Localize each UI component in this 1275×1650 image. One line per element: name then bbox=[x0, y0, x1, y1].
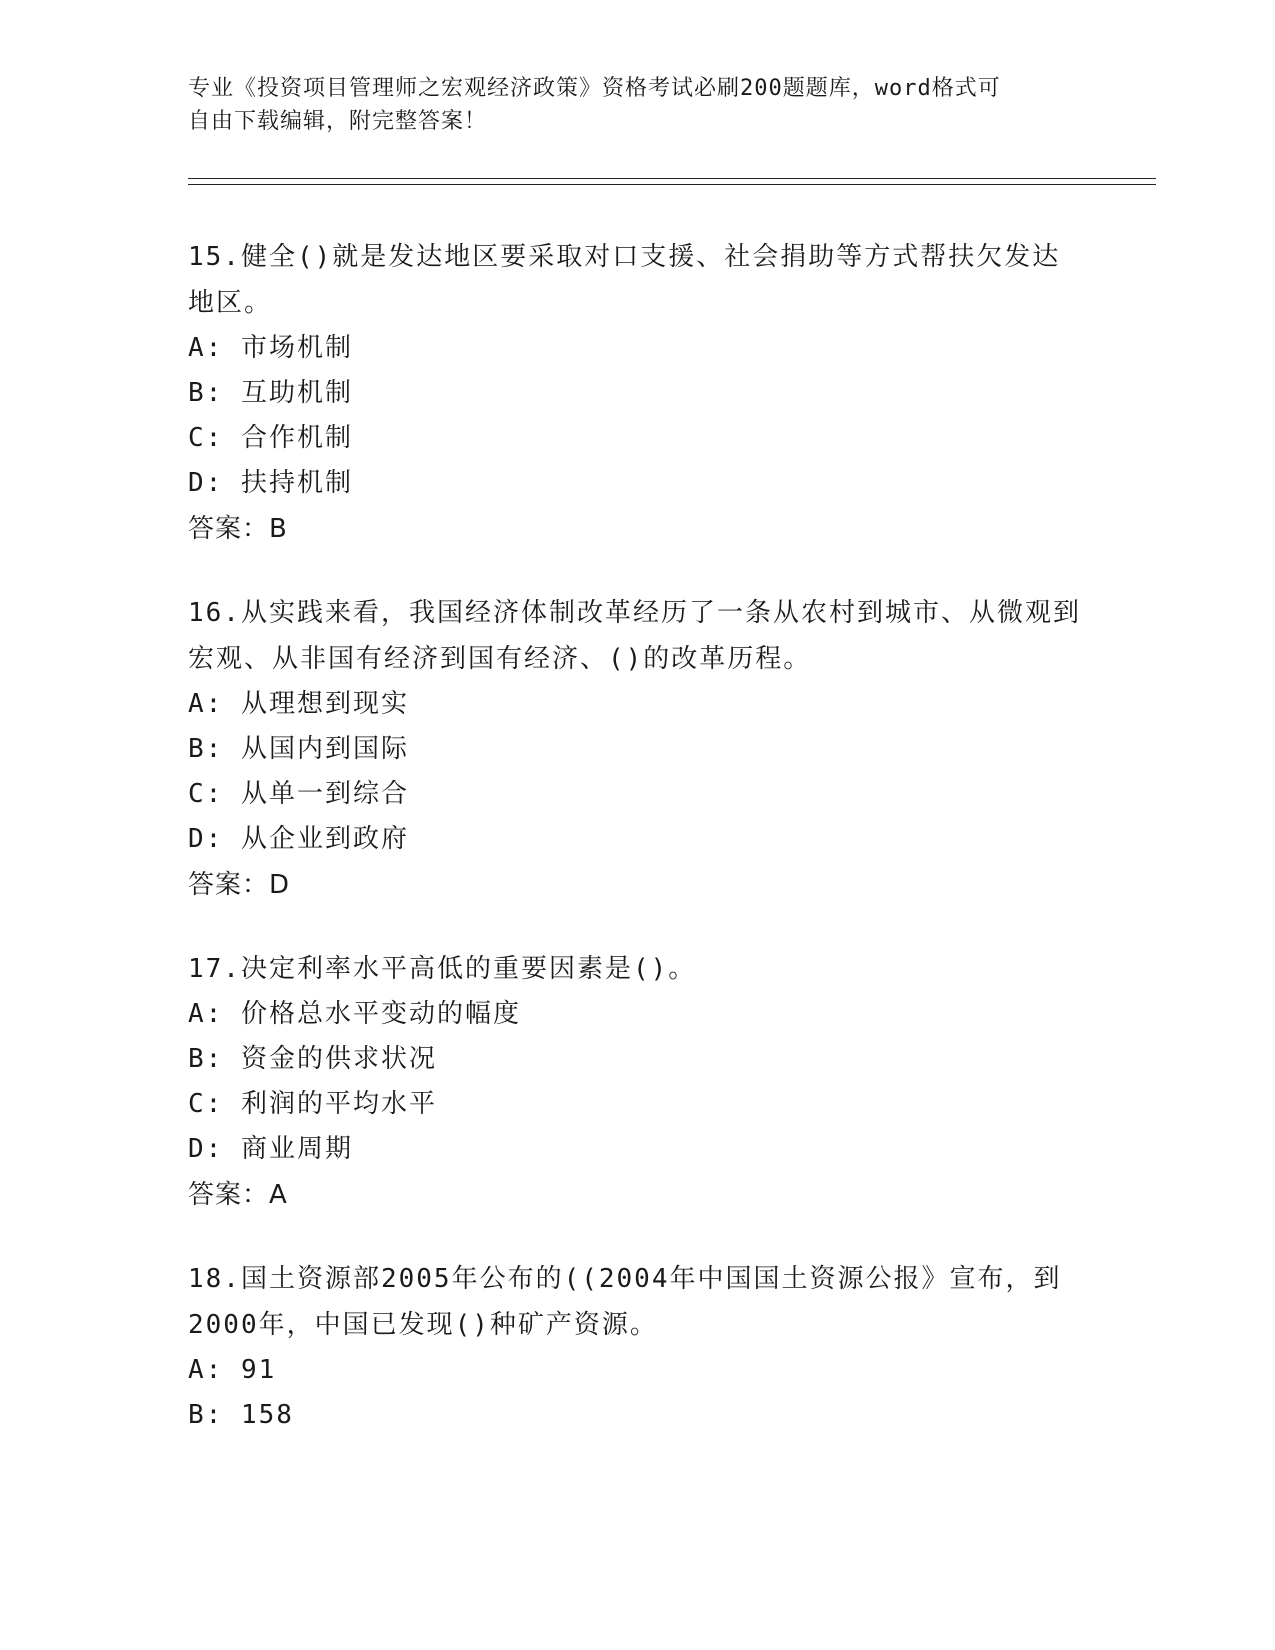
question-stem: 18.国土资源部2005年公布的((2004年中国国土资源公报》宣布，到2000年，中国已发现()种矿产资源。 bbox=[188, 1264, 1062, 1340]
option-a: A: 从理想到现实 bbox=[188, 689, 409, 719]
option-b: B: 158 bbox=[188, 1400, 294, 1430]
question-17 bbox=[188, 946, 1088, 1218]
answer: 答案：A bbox=[188, 1180, 288, 1210]
question-16 bbox=[188, 590, 1088, 908]
answer: 答案：B bbox=[188, 514, 288, 544]
option-b: B: 从国内到国际 bbox=[188, 734, 409, 764]
option-d: D: 商业周期 bbox=[188, 1134, 353, 1164]
question-list bbox=[188, 234, 1088, 1476]
header-title-line-2: 自由下载编辑，附完整答案！ bbox=[188, 109, 488, 134]
question-15 bbox=[188, 234, 1088, 552]
option-c: C: 从单一到综合 bbox=[188, 779, 409, 809]
option-c: C: 利润的平均水平 bbox=[188, 1089, 437, 1119]
option-a: A: 91 bbox=[188, 1355, 277, 1385]
question-stem: 17.决定利率水平高低的重要因素是()。 bbox=[188, 954, 697, 984]
document-header bbox=[188, 72, 1068, 138]
option-d: D: 扶持机制 bbox=[188, 468, 353, 498]
header-title-line-1: 专业《投资项目管理师之宏观经济政策》资格考试必刷200题题库，word格式可 bbox=[188, 76, 1001, 101]
question-stem: 15.健全()就是发达地区要采取对口支援、社会捐助等方式帮扶欠发达地区。 bbox=[188, 242, 1061, 318]
option-c: C: 合作机制 bbox=[188, 423, 353, 453]
question-18 bbox=[188, 1256, 1088, 1438]
question-stem: 16.从实践来看，我国经济体制改革经历了一条从农村到城市、从微观到宏观、从非国有经济到国有经济、()的改革历程。 bbox=[188, 598, 1081, 674]
option-a: A: 市场机制 bbox=[188, 333, 353, 363]
header-divider bbox=[188, 178, 1156, 185]
option-a: A: 价格总水平变动的幅度 bbox=[188, 999, 521, 1029]
answer: 答案：D bbox=[188, 870, 291, 900]
option-b: B: 资金的供求状况 bbox=[188, 1044, 437, 1074]
option-d: D: 从企业到政府 bbox=[188, 824, 409, 854]
option-b: B: 互助机制 bbox=[188, 378, 353, 408]
